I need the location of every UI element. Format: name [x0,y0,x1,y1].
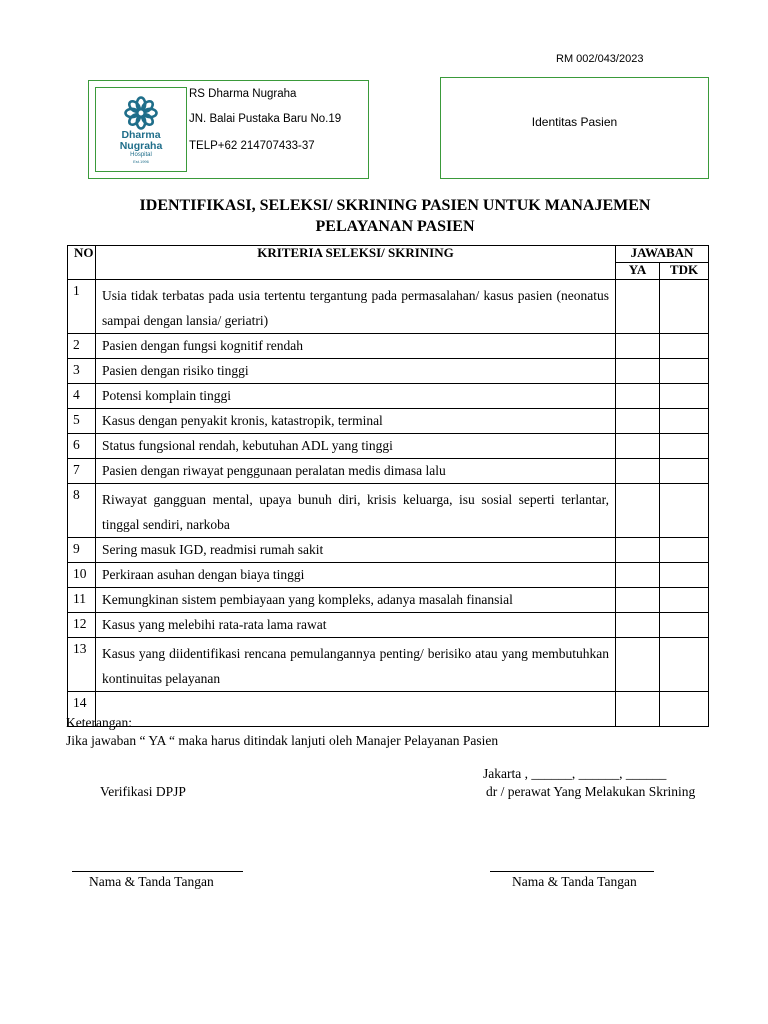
screening-rows [68,280,709,727]
answer-ya-cell[interactable] [616,638,660,692]
row-number: 14 [68,692,96,727]
row-number: 5 [68,409,96,434]
answer-ya-cell[interactable] [616,588,660,613]
table-row [68,588,709,613]
header-answer: JAWABAN [616,246,709,263]
row-number: 9 [68,538,96,563]
row-criteria-text: Potensi komplain tinggi [96,384,616,409]
hospital-address: JN. Balai Pustaka Baru No.19 [189,113,342,125]
answer-tdk-cell[interactable] [660,563,709,588]
answer-tdk-cell[interactable] [660,359,709,384]
row-number: 2 [68,334,96,359]
signature-line-right[interactable] [490,871,654,872]
patient-identity-label: Identitas Pasien [531,115,618,129]
row-criteria-text [96,692,616,727]
answer-tdk-cell[interactable] [660,484,709,538]
form-title-line1: IDENTIFIKASI, SELEKSI/ SKRINING PASIEN UNTUK MANAJEMEN [139,197,651,214]
table-row [68,692,709,727]
answer-ya-cell[interactable] [616,692,660,727]
answer-ya-cell[interactable] [616,563,660,588]
row-criteria-text: Riwayat gangguan mental, upaya bunuh diri, krisis keluarga, isu sosial seperti terlantar, tinggal sendiri, narkoba [96,484,616,538]
row-criteria-text: Kemungkinan sistem pembiayaan yang kompleks, adanya masalah finansial [96,588,616,613]
header-criteria: KRITERIA SELEKSI/ SKRINING [96,246,616,280]
form-title [80,195,710,237]
answer-ya-cell[interactable] [616,384,660,409]
row-criteria-text: Kasus yang melebihi rata-rata lama rawat [96,613,616,638]
row-criteria-text: Sering masuk IGD, readmisi rumah sakit [96,538,616,563]
row-number: 11 [68,588,96,613]
table-row [68,434,709,459]
table-row [68,459,709,484]
row-number: 3 [68,359,96,384]
answer-tdk-cell[interactable] [660,280,709,334]
logo-established: Est.1996 [133,159,149,164]
notes-text: Jika jawaban “ YA “ maka harus ditindak lanjuti oleh Manajer Pelayanan Pasien [66,733,499,748]
hospital-name: RS Dharma Nugraha [189,88,297,100]
answer-ya-cell[interactable] [616,459,660,484]
row-criteria-text: Pasien dengan fungsi kognitif rendah [96,334,616,359]
answer-ya-cell[interactable] [616,484,660,538]
table-row [68,384,709,409]
flower-logo-icon [124,96,158,130]
notes-title: Keterangan: [66,715,132,730]
row-number: 8 [68,484,96,538]
row-number: 13 [68,638,96,692]
header-ya: YA [616,263,660,280]
answer-ya-cell[interactable] [616,434,660,459]
answer-ya-cell[interactable] [616,613,660,638]
document-code: RM 002/043/2023 [556,53,644,65]
table-row [68,484,709,538]
row-criteria-text: Perkiraan asuhan dengan biaya tinggi [96,563,616,588]
signature-label-left: Nama & Tanda Tangan [89,874,214,889]
hospital-phone: TELP+62 214707433-37 [189,140,315,152]
table-row [68,334,709,359]
logo-name-line2: Nugraha [119,140,163,152]
screening-table [67,245,709,727]
answer-tdk-cell[interactable] [660,334,709,359]
table-row [68,409,709,434]
patient-identity-box [440,77,709,179]
row-criteria-text: Usia tidak terbatas pada usia tertentu tergantung pada permasalahan/ kasus pasien (neonatus sampai dengan lansia/ geriatri) [96,280,616,334]
table-row [68,359,709,384]
form-title-line2: PELAYANAN PASIEN [315,218,475,235]
row-criteria-text: Kasus dengan penyakit kronis, katastropik, terminal [96,409,616,434]
row-criteria-text: Status fungsional rendah, kebutuhan ADL yang tinggi [96,434,616,459]
hospital-header-box [88,80,369,179]
answer-tdk-cell[interactable] [660,613,709,638]
answer-ya-cell[interactable] [616,409,660,434]
answer-tdk-cell[interactable] [660,692,709,727]
answer-tdk-cell[interactable] [660,459,709,484]
row-criteria-text: Pasien dengan risiko tinggi [96,359,616,384]
header-tdk: TDK [660,263,709,280]
place-date-line[interactable]: Jakarta , ______, ______, ______ [483,766,667,781]
screener-label: dr / perawat Yang Melakukan Skrining [486,784,696,799]
answer-tdk-cell[interactable] [660,638,709,692]
row-number: 7 [68,459,96,484]
answer-tdk-cell[interactable] [660,409,709,434]
table-row [68,613,709,638]
row-number: 6 [68,434,96,459]
logo-name-line1: Dharma [121,129,161,141]
header-no: NO [68,246,96,280]
answer-tdk-cell[interactable] [660,384,709,409]
answer-ya-cell[interactable] [616,280,660,334]
signature-line-left[interactable] [72,871,243,872]
answer-ya-cell[interactable] [616,538,660,563]
answer-tdk-cell[interactable] [660,538,709,563]
row-number: 10 [68,563,96,588]
table-row [68,280,709,334]
answer-ya-cell[interactable] [616,334,660,359]
table-row [68,563,709,588]
answer-tdk-cell[interactable] [660,588,709,613]
row-criteria-text: Pasien dengan riwayat penggunaan peralatan medis dimasa lalu [96,459,616,484]
row-number: 1 [68,280,96,334]
row-number: 12 [68,613,96,638]
logo-wordmark [96,130,186,152]
row-number: 4 [68,384,96,409]
answer-tdk-cell[interactable] [660,434,709,459]
answer-ya-cell[interactable] [616,359,660,384]
row-criteria-text: Kasus yang diidentifikasi rencana pemulangannya penting/ berisiko atau yang membutuhkan kontinuitas pelayanan [96,638,616,692]
table-row [68,538,709,563]
verifier-label: Verifikasi DPJP [100,784,186,799]
signature-label-right: Nama & Tanda Tangan [512,874,637,889]
logo-subtitle: Hospital [130,152,152,158]
table-row [68,638,709,692]
hospital-logo [95,87,187,172]
